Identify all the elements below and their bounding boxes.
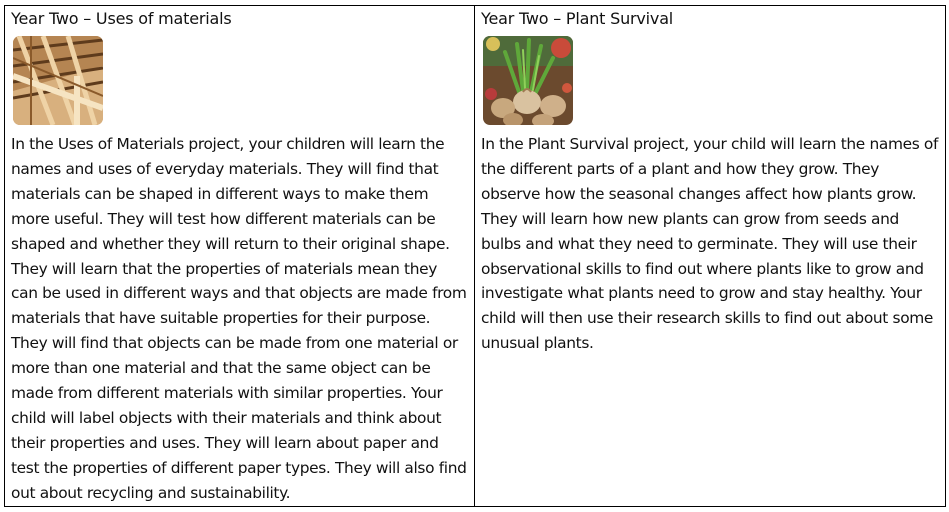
materials-description: In the Uses of Materials project, your children will learn the names and uses of everyday materials. They will find that materials can be shaped in different ways to make them more useful. They will test how different materials can be shaped and whether they will return to their original shape. They will learn that the properties of materials mean they can be used in different ways and that objects are made from materials that have suitable properties for their purpose. They will find that objects can be made from one material or more than one material and that the same object can be made from different materials with similar properties. Your child will label objects with their materials and think about their properties and uses. They will learn about paper and test the properties of different paper types. They will also find out about recycling and sustainability. xyxy=(11,135,467,502)
plants-description: In the Plant Survival project, your child will learn the names of the different parts of a plant and how they grow. They observe how the seasonal changes affect how plants grow. They will learn how new plants can grow from seeds and bulbs and what they need to germinate. They will use their observational skills to find out where plants like to grow and investigate what plants need to grow and stay healthy. Your child will then use their research skills to find out about some unusual plants. xyxy=(481,135,939,353)
plants-cell xyxy=(475,6,946,507)
table-row xyxy=(5,6,946,507)
topics-table xyxy=(4,5,946,507)
materials-cell xyxy=(5,6,475,507)
timber-frame-image xyxy=(13,36,103,125)
materials-title: Year Two – Uses of materials xyxy=(11,9,232,28)
plants-title: Year Two – Plant Survival xyxy=(481,9,674,28)
bulbs-image xyxy=(483,36,573,125)
